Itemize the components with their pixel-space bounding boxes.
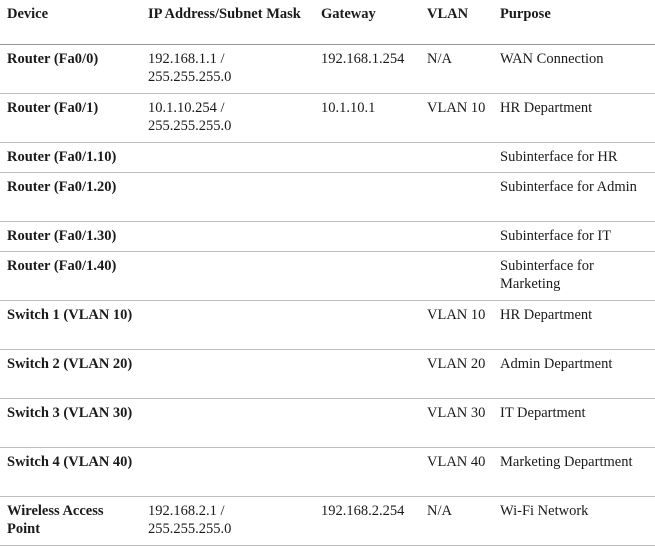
vlan-cell: VLAN 30 (420, 399, 493, 448)
device-cell: Router (Fa0/1.40) (0, 252, 141, 301)
device-cell: Router (Fa0/1.20) (0, 173, 141, 222)
table-row (0, 173, 655, 222)
gateway-cell (314, 222, 420, 252)
vlan-cell: N/A (420, 497, 493, 546)
gateway-cell (314, 350, 420, 399)
vlan-cell (420, 222, 493, 252)
ip-cell (141, 448, 314, 497)
device-cell: Switch 1 (VLAN 10) (0, 301, 141, 350)
table-row (0, 301, 655, 350)
gateway-cell: 192.168.2.254 (314, 497, 420, 546)
vlan-cell: N/A (420, 45, 493, 94)
header-device: Device (0, 0, 141, 45)
header-ip-subnet: IP Address/Subnet Mask (141, 0, 314, 45)
table-row (0, 399, 655, 448)
table-row (0, 143, 655, 173)
ip-cell: 192.168.1.1 / 255.255.255.0 (141, 45, 314, 94)
purpose-cell: WAN Connection (493, 45, 655, 94)
ip-cell (141, 350, 314, 399)
purpose-cell: Wi-Fi Network (493, 497, 655, 546)
purpose-cell: Marketing Department (493, 448, 655, 497)
gateway-cell (314, 301, 420, 350)
ip-cell (141, 173, 314, 222)
vlan-cell: VLAN 20 (420, 350, 493, 399)
purpose-cell: Subinterface for IT (493, 222, 655, 252)
vlan-cell: VLAN 40 (420, 448, 493, 497)
table-row (0, 252, 655, 301)
table-row (0, 448, 655, 497)
device-cell: Wireless Access Point (0, 497, 141, 546)
header-gateway: Gateway (314, 0, 420, 45)
purpose-cell: Subinterface for Admin (493, 173, 655, 222)
gateway-cell (314, 399, 420, 448)
ip-cell (141, 222, 314, 252)
device-cell: Router (Fa0/1) (0, 94, 141, 143)
gateway-cell (314, 173, 420, 222)
header-vlan: VLAN (420, 0, 493, 45)
device-cell: Switch 4 (VLAN 40) (0, 448, 141, 497)
purpose-cell: Subinterface for HR (493, 143, 655, 173)
ip-cell (141, 252, 314, 301)
device-cell: Router (Fa0/1.30) (0, 222, 141, 252)
table-row (0, 222, 655, 252)
vlan-cell (420, 252, 493, 301)
header-purpose: Purpose (493, 0, 655, 45)
gateway-cell (314, 252, 420, 301)
purpose-cell: HR Department (493, 301, 655, 350)
vlan-cell (420, 173, 493, 222)
purpose-cell: Admin Department (493, 350, 655, 399)
gateway-cell: 10.1.10.1 (314, 94, 420, 143)
device-cell: Switch 3 (VLAN 30) (0, 399, 141, 448)
vlan-cell (420, 143, 493, 173)
vlan-cell: VLAN 10 (420, 301, 493, 350)
table-row (0, 497, 655, 546)
table-row (0, 350, 655, 399)
ip-cell (141, 399, 314, 448)
purpose-cell: HR Department (493, 94, 655, 143)
vlan-cell: VLAN 10 (420, 94, 493, 143)
table-row (0, 45, 655, 94)
purpose-cell: Subinterface for Marketing (493, 252, 655, 301)
table-header-row (0, 0, 655, 45)
gateway-cell (314, 448, 420, 497)
ip-cell: 192.168.2.1 / 255.255.255.0 (141, 497, 314, 546)
device-cell: Router (Fa0/1.10) (0, 143, 141, 173)
gateway-cell: 192.168.1.254 (314, 45, 420, 94)
gateway-cell (314, 143, 420, 173)
ip-cell (141, 301, 314, 350)
ip-cell (141, 143, 314, 173)
device-cell: Switch 2 (VLAN 20) (0, 350, 141, 399)
ip-cell: 10.1.10.254 / 255.255.255.0 (141, 94, 314, 143)
device-cell: Router (Fa0/0) (0, 45, 141, 94)
purpose-cell: IT Department (493, 399, 655, 448)
table-row (0, 94, 655, 143)
